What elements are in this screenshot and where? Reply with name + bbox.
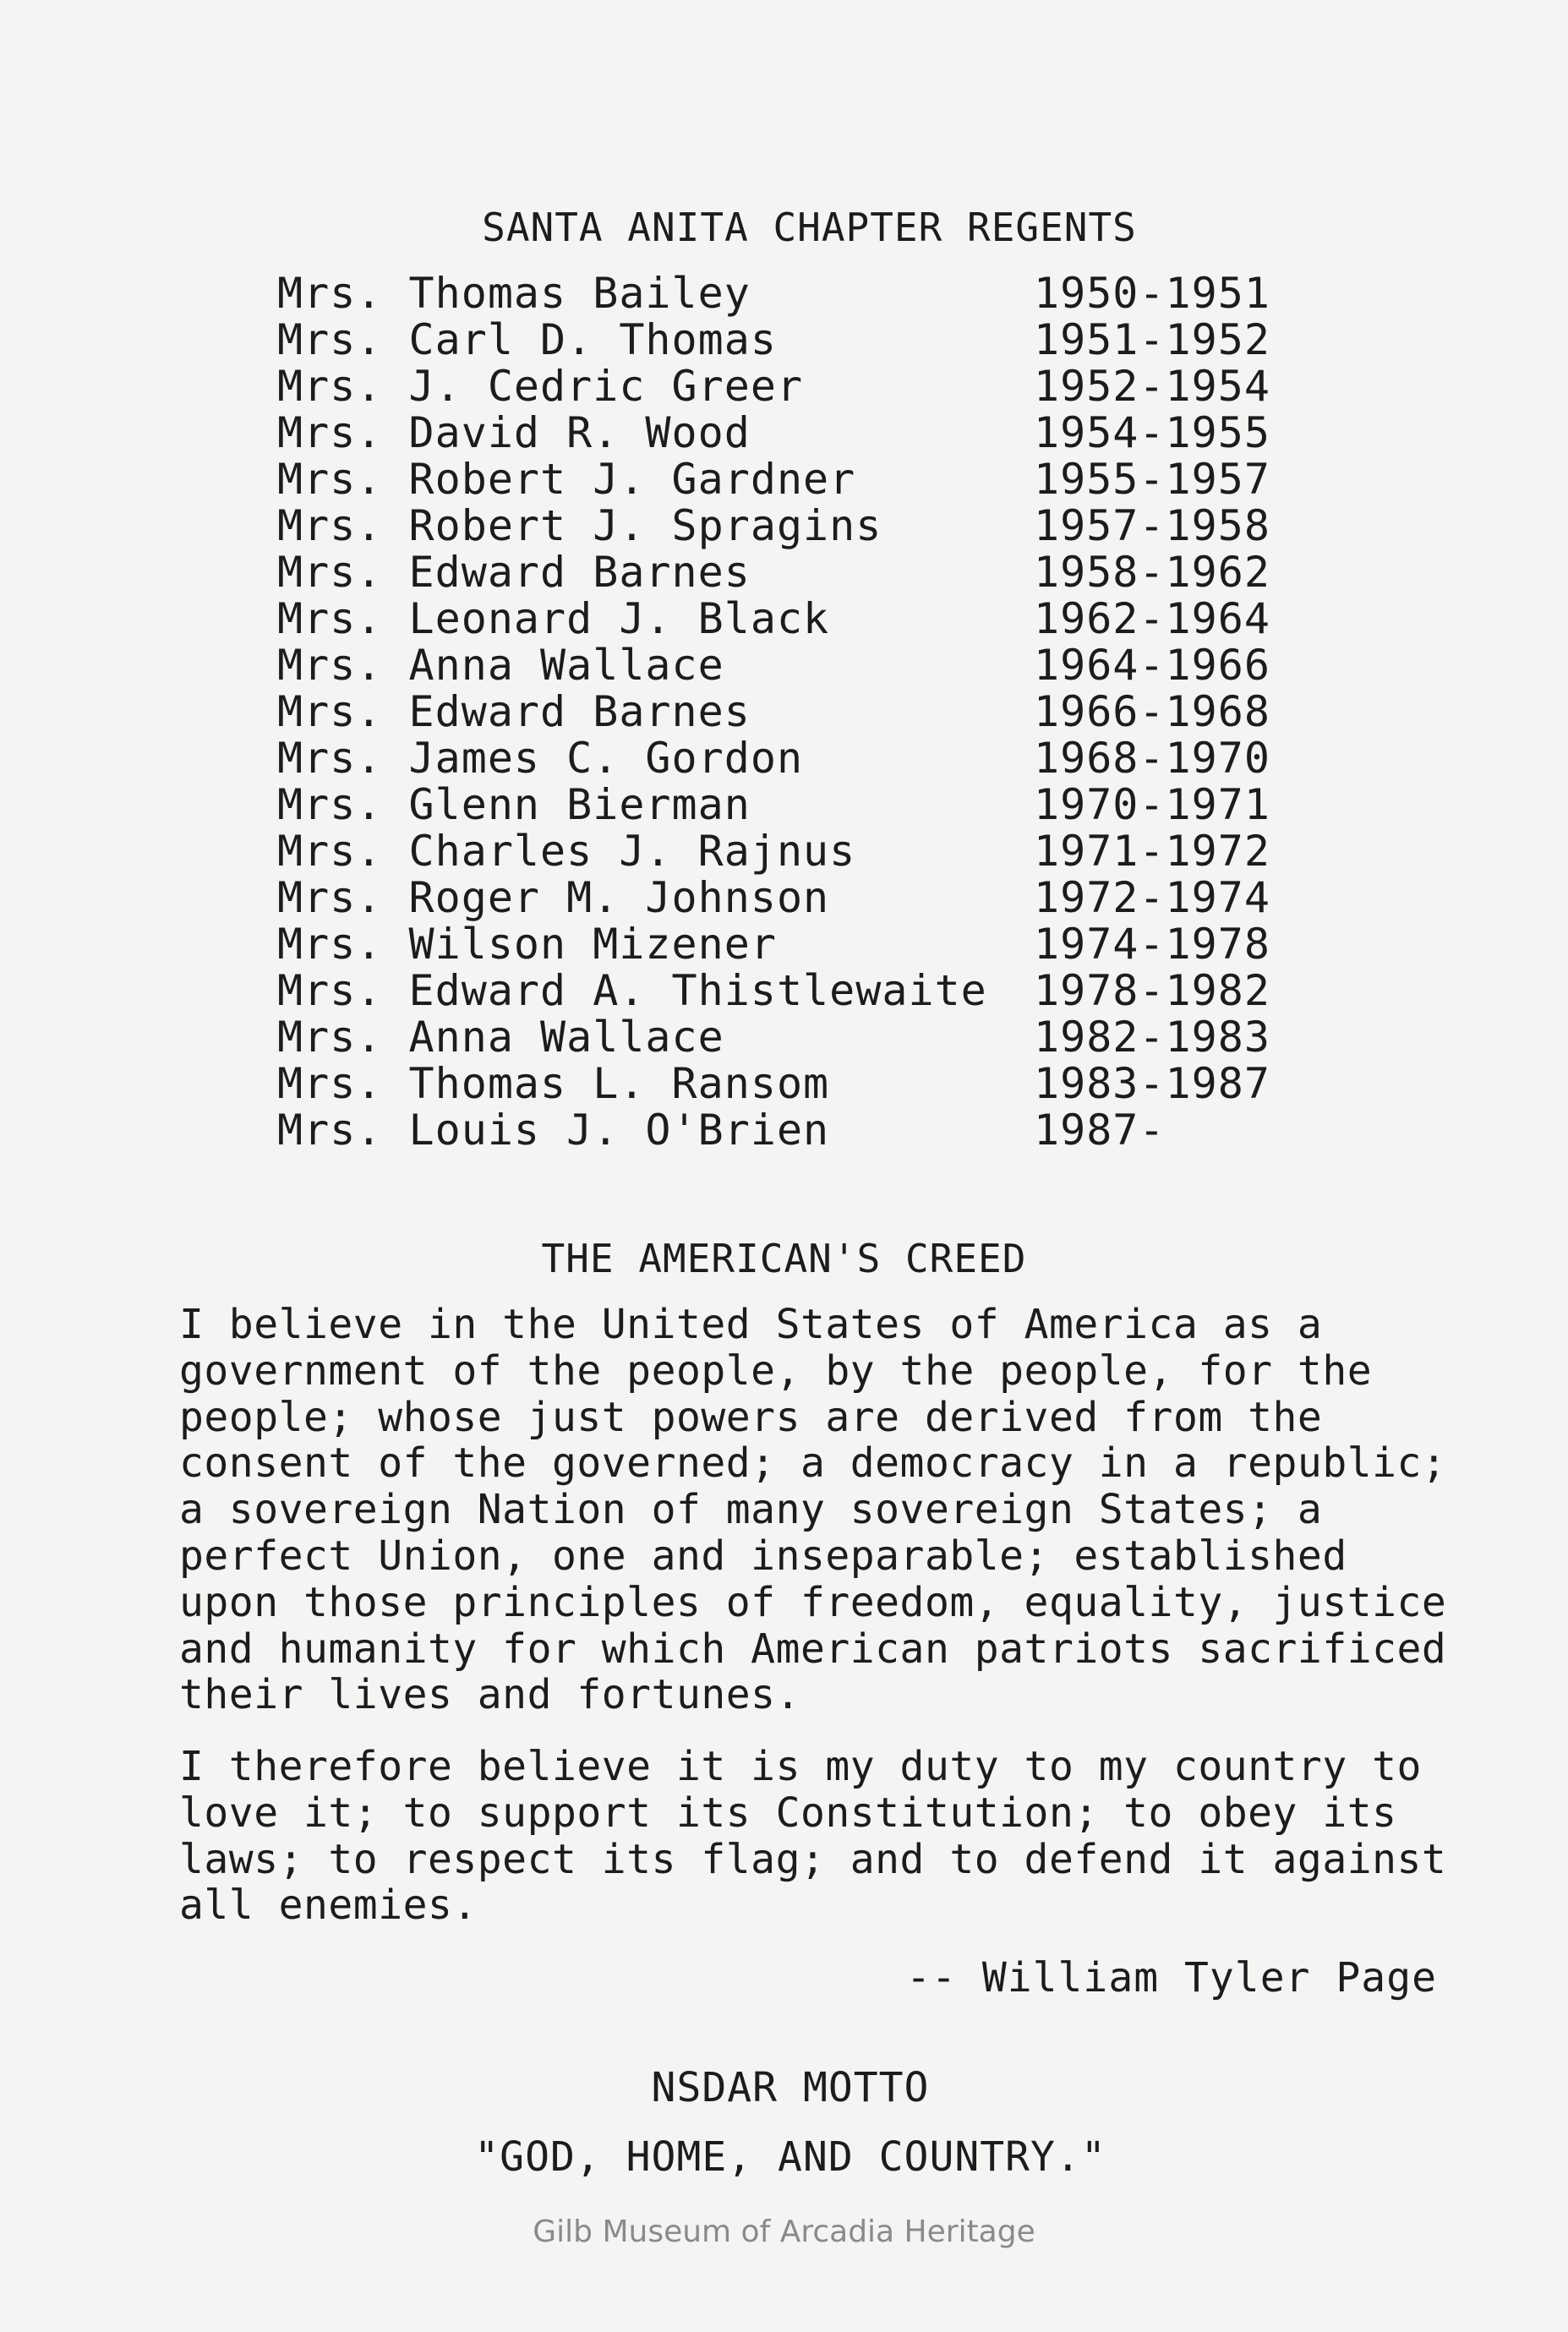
regent-name: Mrs. J. Cedric Greer — [277, 362, 804, 411]
regent-row — [277, 641, 1292, 690]
regent-row — [277, 734, 1292, 783]
regent-name: Mrs. Leonard J. Black — [277, 594, 830, 643]
regent-row — [277, 873, 1292, 920]
regent-name: Mrs. Carl D. Thomas — [277, 315, 777, 364]
regent-row — [277, 780, 1292, 827]
regents-list — [277, 269, 1292, 1155]
creed-paragraph-2: I therefore believe it is my duty to my country to love it; to support its Constitution; to obey its laws; to respect its flag; and to defend it against all enemies. — [179, 1743, 1447, 1930]
regent-row — [277, 1059, 1292, 1106]
regent-row — [277, 269, 1292, 318]
regent-years: 1954-1955 — [1034, 408, 1270, 457]
watermark-text: Gilb Museum of Arcadia Heritage — [533, 2215, 1035, 2249]
regent-years: 1951-1952 — [1034, 315, 1270, 364]
regent-name: Mrs. Charles J. Rajnus — [277, 827, 856, 876]
regent-years: 1957-1958 — [1034, 501, 1270, 550]
regent-name: Mrs. Louis J. O'Brien — [277, 1106, 830, 1155]
regent-name: Mrs. Thomas Bailey — [277, 269, 751, 318]
regent-years: 1983-1987 — [1034, 1059, 1270, 1108]
regent-name: Mrs. David R. Wood — [277, 408, 751, 457]
regent-years: 1982-1983 — [1034, 1013, 1270, 1062]
regent-years: 1968-1970 — [1034, 734, 1270, 783]
regent-years: 1970-1971 — [1034, 780, 1270, 829]
regent-years: 1952-1954 — [1034, 362, 1270, 411]
regent-name: Mrs. Thomas L. Ransom — [277, 1059, 830, 1108]
regent-row — [277, 1106, 1292, 1155]
regent-years: 1972-1974 — [1034, 873, 1270, 922]
regent-name: Mrs. Edward A. Thistlewaite — [277, 966, 987, 1015]
regents-title: SANTA ANITA CHAPTER REGENTS — [482, 205, 1137, 250]
regent-row — [277, 455, 1292, 504]
regent-row — [277, 920, 1292, 969]
regent-row — [277, 966, 1292, 1013]
regent-years: 1978-1982 — [1034, 966, 1270, 1015]
regent-name: Mrs. Roger M. Johnson — [277, 873, 830, 922]
regent-row — [277, 315, 1292, 362]
regent-name: Mrs. Robert J. Gardner — [277, 455, 856, 504]
regent-name: Mrs. Wilson Mizener — [277, 920, 777, 969]
regent-row — [277, 1013, 1292, 1062]
regent-years: 1950-1951 — [1034, 269, 1270, 318]
regent-years: 1974-1978 — [1034, 920, 1270, 969]
regent-name: Mrs. Anna Wallace — [277, 641, 724, 690]
regent-row — [277, 687, 1292, 734]
creed-title: THE AMERICAN'S CREED — [541, 1236, 1027, 1281]
regent-years: 1971-1972 — [1034, 827, 1270, 876]
regent-row — [277, 408, 1292, 455]
motto-text: "GOD, HOME, AND COUNTRY." — [474, 2133, 1106, 2181]
creed-paragraph-1: I believe in the United States of America as a government of the people, by the people, for the people; whose just powers are derived from the consent of the governed; a democracy in a republic; a sovereign Nation of many sovereign States; a perfect Union, one and inseparable; established upon those principles of freedom, equality, justice and humanity for which American patriots sacrificed their lives and fortunes. — [179, 1301, 1447, 1719]
regent-years: 1964-1966 — [1034, 641, 1270, 690]
regent-name: Mrs. Edward Barnes — [277, 548, 751, 597]
regent-name: Mrs. Glenn Bierman — [277, 780, 751, 829]
regent-row — [277, 594, 1292, 641]
regent-name: Mrs. Edward Barnes — [277, 687, 751, 736]
regent-row — [277, 362, 1292, 411]
regent-years: 1955-1957 — [1034, 455, 1270, 504]
regent-years: 1966-1968 — [1034, 687, 1270, 736]
regent-years: 1987- — [1034, 1106, 1166, 1155]
motto-title: NSDAR MOTTO — [651, 2064, 930, 2111]
regent-row — [277, 548, 1292, 597]
regent-years: 1958-1962 — [1034, 548, 1270, 597]
regent-name: Mrs. James C. Gordon — [277, 734, 804, 783]
regent-years: 1962-1964 — [1034, 594, 1270, 643]
regent-name: Mrs. Anna Wallace — [277, 1013, 724, 1062]
regent-name: Mrs. Robert J. Spragins — [277, 501, 882, 550]
creed-attribution: -- William Tyler Page — [906, 1954, 1437, 2002]
regent-row — [277, 827, 1292, 876]
regent-row — [277, 501, 1292, 548]
